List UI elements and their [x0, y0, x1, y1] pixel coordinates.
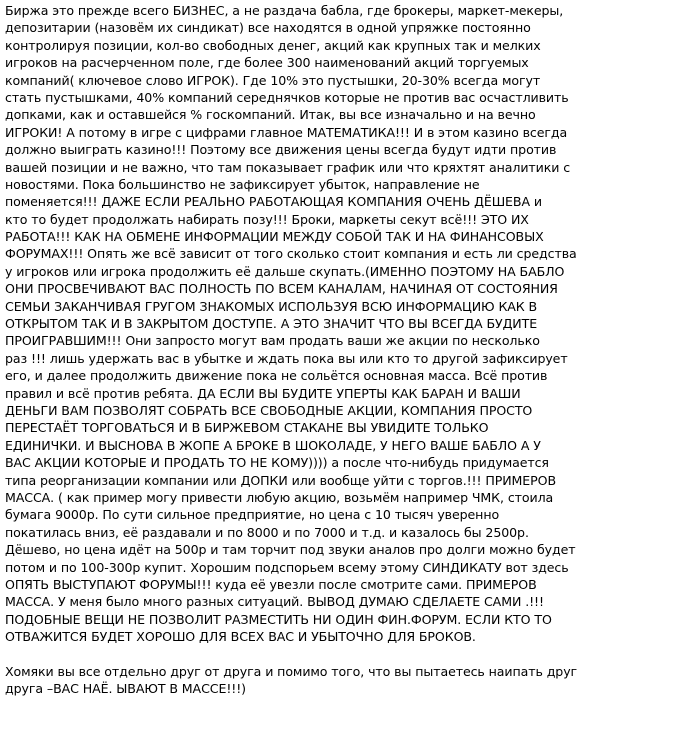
- text-line: стать пустышками, 40% компаний середнячков которые не против вас осчастливить: [5, 89, 569, 105]
- text-line: кто то будет продолжать набирать позу!!! Броки, маркеты секут всё!!! ЭТО ИХ: [5, 211, 529, 227]
- text-line: ВАС АКЦИИ КОТОРЫЕ И ПРОДАТЬ ТО НЕ КОМУ)))) а после что-нибудь придумается: [5, 455, 549, 471]
- text-line: ПРОИГРАВШИМ!!! Они запросто могут вам продать ваши же акции по несколько: [5, 333, 540, 349]
- text-line: покатилась вниз, её раздавали и по 8000 и по 7000 и т.д. и казалось бы 2500р.: [5, 524, 529, 540]
- text-line: ЕДИНИЧКИ. И ВЫСНОВА В ЖОПЕ А БРОКЕ В ШОКОЛАДЕ, У НЕГО ВАШЕ БАБЛО А У: [5, 437, 541, 453]
- text-line: вашей позиции и не важно, что там показывает график или что кряхтят аналитики с: [5, 159, 571, 175]
- text-line: ОТВАЖИТСЯ БУДЕТ ХОРОШО ДЛЯ ВСЕХ ВАС И УБЫТОЧНО ДЛЯ БРОКОВ.: [5, 629, 476, 645]
- text-line: у игроков или игрока продолжить её дальше скупать.(ИМЕННО ПОЭТОМУ НА БАБЛО: [5, 263, 565, 279]
- text-line: Дёшево, но цена идёт на 500р и там торчит под звуки аналов про долги можно будет: [5, 542, 576, 558]
- text-line: игроков на расчерченном поле, где более 300 наименований акций торгуемых: [5, 55, 529, 71]
- text-line: РАБОТА!!! КАК НА ОБМЕНЕ ИНФОРМАЦИИ МЕЖДУ СОБОЙ ТАК И НА ФИНАНСОВЫХ: [5, 229, 544, 245]
- paragraph-closing: [5, 663, 687, 698]
- text-line: должно выиграть казино!!! Поэтому все движения цены всегда будут идти против: [5, 142, 557, 158]
- paragraph-main: [5, 2, 687, 645]
- post-body: [5, 2, 687, 698]
- text-line: МАССА. У меня было много разных ситуаций. ВЫВОД ДУМАЮ СДЕЛАЕТЕ САМИ .!!!: [5, 594, 544, 610]
- text-line: Биржа это прежде всего БИЗНЕС, а не раздача бабла, где брокеры, маркет-мекеры,: [5, 3, 564, 18]
- text-line: ПОДОБНЫЕ ВЕЩИ НЕ ПОЗВОЛИТ РАЗМЕСТИТЬ НИ ОДИН ФИН.ФОРУМ. ЕСЛИ КТО ТО: [5, 611, 552, 627]
- text-line: МАССА. ( как пример могу привести любую акцию, возьмём например ЧМК, стоила: [5, 489, 554, 505]
- paragraph-gap: [5, 645, 687, 662]
- text-line: потом и по 100-300р купит. Хорошим подспорьем всему этому СИНДИКАТУ вот здесь: [5, 559, 569, 575]
- text-line: Хомяки вы все отдельно друг от друга и помимо того, что вы пытаетесь наипать друг: [5, 663, 578, 679]
- text-line: типа реорганизации компании или ДОПКИ или вообще уйти с торгов.!!! ПРИМЕРОВ: [5, 472, 557, 488]
- text-line: бумага 9000р. По сути сильное предприятие, но цена с 10 тысяч уверенно: [5, 507, 500, 523]
- text-line: поменяется!!! ДАЖЕ ЕСЛИ РЕАЛЬНО РАБОТАЮЩАЯ КОМПАНИЯ ОЧЕНЬ ДЁШЕВА и: [5, 194, 542, 210]
- text-line: ОНИ ПРОСВЕЧИВАЮТ ВАС ПОЛНОСТЬ ПО ВСЕМ КАНАЛАМ, НАЧИНАЯ ОТ СОСТОЯНИЯ: [5, 281, 558, 297]
- text-line: правил и всё против ребята. ДА ЕСЛИ ВЫ БУДИТЕ УПЕРТЫ КАК БАРАН И ВАШИ: [5, 385, 521, 401]
- text-line: СЕМЬИ ЗАКАНЧИВАЯ ГРУГОМ ЗНАКОМЫХ ИСПОЛЬЗУЯ ВСЮ ИНФОРМАЦИЮ КАК В: [5, 298, 538, 314]
- text-line: ИГРОКИ! А потому в игре с цифрами главное МАТЕМАТИКА!!! И в этом казино всегда: [5, 124, 568, 140]
- text-line: его, и далее продолжить движение пока не сольётся основная масса. Всё против: [5, 368, 548, 384]
- text-line: ОПЯТЬ ВЫСТУПАЮТ ФОРУМЫ!!! куда её увезли после смотрите сами. ПРИМЕРОВ: [5, 576, 537, 592]
- text-line: друга –ВАС НАЁ. ЫВАЮТ В МАССЕ!!!): [5, 681, 246, 697]
- text-line: раз !!! лишь удержать вас в убытке и ждать пока вы или кто то другой зафиксирует: [5, 350, 568, 366]
- text-line: контролируя позиции, кол-во свободных денег, акций как крупных так и мелких: [5, 37, 541, 53]
- text-line: ПЕРЕСТАЁТ ТОРГОВАТЬСЯ И В БИРЖЕВОМ СТАКАНЕ ВЫ УВИДИТЕ ТОЛЬКО: [5, 420, 489, 436]
- text-line: депозитарии (назовём их синдикат) все находятся в одной упряжке постоянно: [5, 20, 531, 36]
- text-line: компаний( ключевое слово ИГРОК). Где 10% это пустышки, 20-30% всегда могут: [5, 72, 541, 88]
- text-line: ДЕНЬГИ ВАМ ПОЗВОЛЯТ СОБРАТЬ ВСЕ СВОБОДНЫЕ АКЦИИ, КОМПАНИЯ ПРОСТО: [5, 402, 533, 418]
- text-line: допками, как и оставшейся % госкомпаний. Итак, вы все изначально и на вечно: [5, 107, 536, 123]
- text-line: ОТКРЫТОМ ТАК И В ЗАКРЫТОМ ДОСТУПЕ. А ЭТО ЗНАЧИТ ЧТО ВЫ ВСЕГДА БУДИТЕ: [5, 316, 538, 332]
- text-line: ФОРУМАХ!!! Опять же всё зависит от того сколько стоит компания и есть ли средства: [5, 246, 577, 262]
- text-line: новостями. Пока большинство не зафиксирует убыток, направление не: [5, 176, 480, 192]
